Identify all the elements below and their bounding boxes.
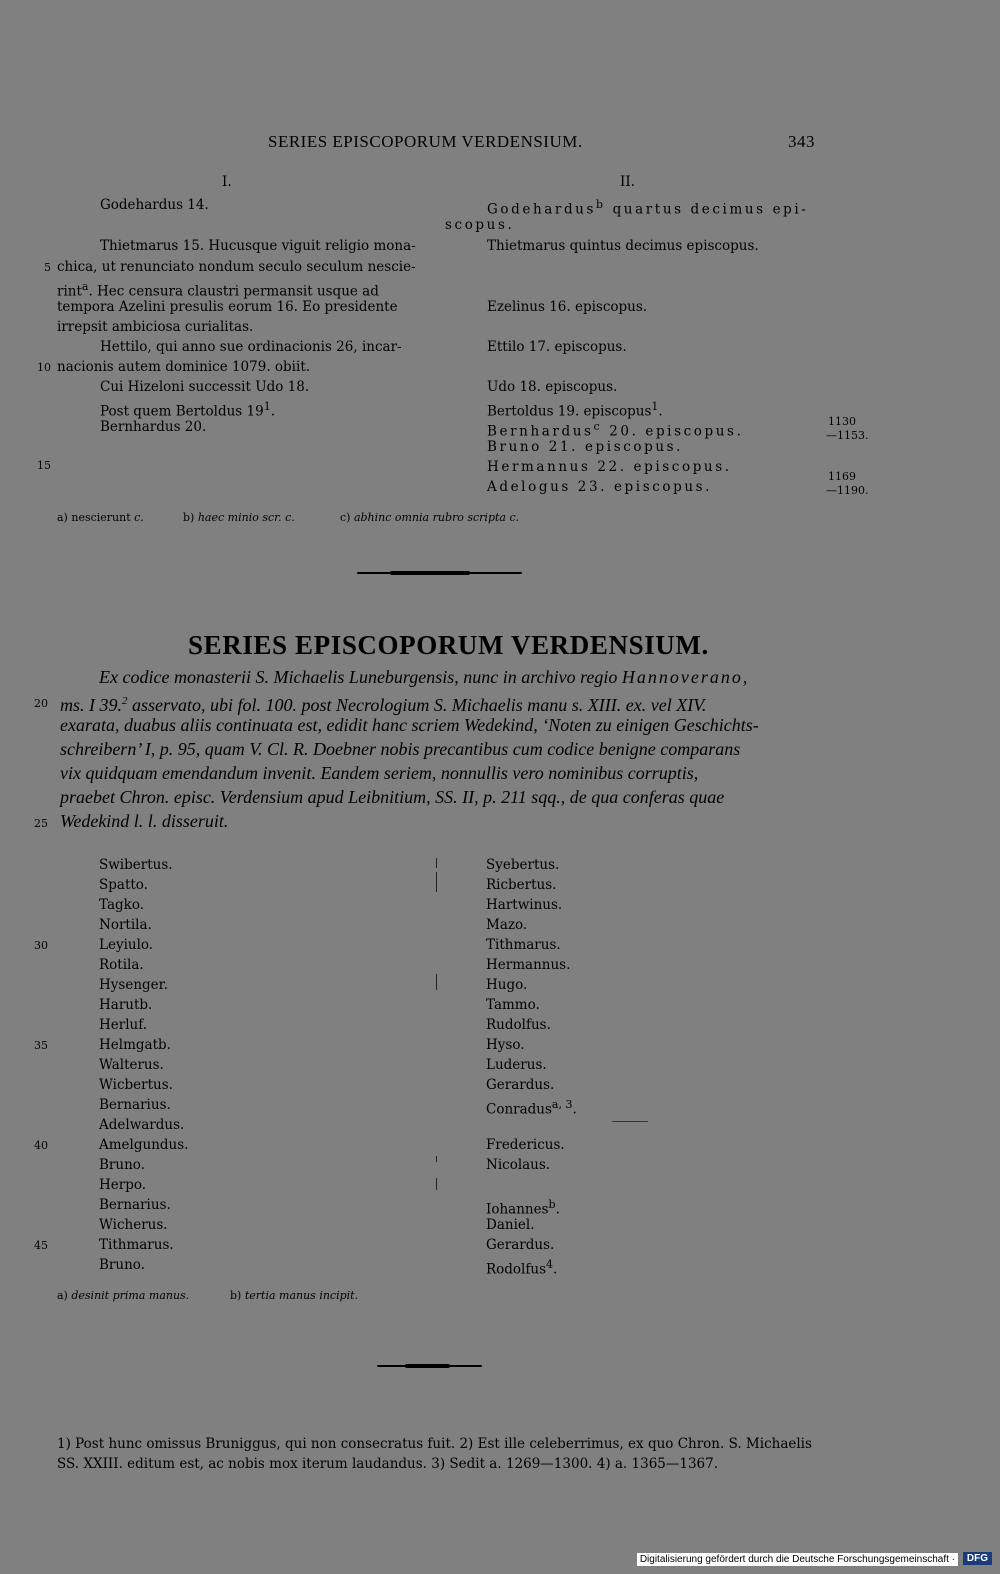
right-line: Thietmarus quintus decimus episcopus. [487, 238, 759, 254]
page-number: 343 [788, 132, 815, 151]
intro-line: ms. I 39.$^2$ asservato, ubi fol. 100. post Necrologium S. Michaelis manu s. XIII. ex. vel XIV. [60, 695, 707, 715]
list-item: Hugo. [486, 977, 528, 993]
list-item: Hermannus. [486, 957, 571, 973]
line-number: 35 [34, 1039, 48, 1052]
left-line: tempora Azelini presulis eorum 16. Eo presidente [57, 299, 398, 315]
left-line: Godehardus 14. [100, 197, 209, 213]
list-item: Herluf. [99, 1017, 148, 1033]
list-item: Tithmarus. [486, 937, 561, 953]
divider-mark [436, 872, 437, 892]
line-number: 25 [34, 817, 48, 830]
right-line: Adelogus 23. episcopus. [487, 479, 713, 495]
right-line: Godehardus$^b$ quartus decimus epi- [487, 198, 809, 218]
list-item: Hysenger. [99, 977, 168, 993]
footnote-a: a) nescierunt c. [57, 511, 144, 524]
intro-line: vix quidquam emendandum invenit. Eandem seriem, nonnullis vero nominibus corruptis, [60, 763, 699, 783]
list-item [486, 1115, 577, 1135]
footer-credit: Digitalisierung gefördert durch die Deutsche Forschungsgemeinschaft · [637, 1553, 958, 1566]
intro-line: Ex codice monasterii S. Michaelis Luneburgensis, nunc in archivo regio Hannoverano, [99, 667, 750, 687]
list-item: Nicolaus. [486, 1157, 551, 1173]
list-item: Bruno. [99, 1157, 145, 1173]
list-item: Amelgundus. [99, 1137, 189, 1153]
footnote-line: SS. XXIII. editum est, ac nobis mox iterum laudandus. 3) Sedit a. 1269—1300. 4) a. 1365—1367. [57, 1456, 719, 1472]
intro-line: exarata, duabus aliis continuata est, edidit hanc scriem Wedekind, ‘Noten zu einigen Geschichts- [60, 715, 759, 735]
left-line: rint$^a$. Hec censura claustri permansit usque ad [57, 280, 379, 300]
line-number: 20 [34, 697, 48, 710]
list-item: Helmgatb. [99, 1037, 171, 1053]
line-number: 10 [37, 361, 51, 374]
separator-rule-thick [405, 1364, 450, 1368]
intro-line: Wedekind l. l. disseruit. [60, 811, 229, 831]
list-item: Gerardus. [486, 1237, 555, 1253]
list-item: Hyso. [486, 1037, 525, 1053]
intro-line: schreibern’ I, p. 95, quam V. Cl. R. Doebner nobis precantibus cum codice benigne comparans [60, 739, 741, 759]
main-title: SERIES EPISCOPORUM VERDENSIUM. [188, 630, 709, 660]
left-line: chica, ut renunciato nondum seculo seculum nescie- [57, 259, 416, 275]
left-line: nacionis autem dominice 1079. obiit. [57, 359, 311, 375]
separator-rule-thick [390, 571, 470, 575]
list-item: Iohannes$^b$. [486, 1198, 560, 1218]
right-line: Ettilo 17. episcopus. [487, 339, 627, 355]
footnote-c: c) abhinc omnia rubro scripta c. [340, 511, 520, 524]
footnote-line: 1) Post hunc omissus Bruniggus, qui non consecratus fuit. 2) Est ille celeberrimus, ex quo Chron. S. Michaelis [57, 1436, 812, 1452]
divider-mark [436, 1178, 437, 1190]
list-item: Gerardus. [486, 1077, 555, 1093]
list-item: Wicbertus. [99, 1077, 173, 1093]
right-line: scopus. [445, 217, 515, 233]
right-line: Bruno 21. episcopus. [487, 439, 684, 455]
list-item [486, 1175, 577, 1195]
column-header-right: II. [620, 174, 635, 190]
list-item: Rodolfus$^4$. [486, 1258, 558, 1278]
line-number: 15 [37, 459, 51, 472]
name-list-left [99, 855, 188, 1275]
line-number: 30 [34, 939, 48, 952]
left-line: irrepsit ambiciosa curialitas. [57, 319, 254, 335]
list-item: Leyiulo. [99, 937, 154, 953]
list-item: Swibertus. [99, 857, 173, 873]
intro-line: praebet Chron. episc. Verdensium apud Leibnitium, SS. II, p. 211 sqq., de qua conferas quae [60, 787, 725, 807]
list-item: Tammo. [486, 997, 540, 1013]
list-item: Nortila. [99, 917, 152, 933]
right-line: Bernhardus$^c$ 20. episcopus. [487, 420, 744, 440]
right-line: Ezelinus 16. episcopus. [487, 299, 648, 315]
list-item: Adelwardus. [99, 1117, 185, 1133]
list-item: Wicherus. [99, 1217, 168, 1233]
footnote-b: b) haec minio scr. c. [183, 511, 295, 524]
left-line: Bernhardus 20. [100, 419, 207, 435]
left-line: Thietmarus 15. Hucusque viguit religio mona- [100, 238, 416, 254]
dfg-logo: DFG [963, 1552, 992, 1565]
margin-date: —1153. [826, 429, 869, 442]
list-item: Syebertus. [486, 857, 560, 873]
list-item: Rudolfus. [486, 1017, 551, 1033]
right-line: Hermannus 22. episcopus. [487, 459, 732, 475]
list-item: Mazo. [486, 917, 528, 933]
list-item: Bruno. [99, 1257, 145, 1273]
list-item: Conradus$^{a, 3}$. [486, 1098, 577, 1118]
list-item: Hartwinus. [486, 897, 563, 913]
divider-mark [436, 974, 437, 990]
list-item: Bernarius. [99, 1097, 171, 1113]
divider-mark [436, 1156, 437, 1162]
line-number: 45 [34, 1239, 48, 1252]
right-line: Bertoldus 19. episcopus$^1$. [487, 400, 663, 420]
list-item: Bernarius. [99, 1197, 171, 1213]
list-item: Tagko. [99, 897, 145, 913]
margin-date: —1190. [826, 484, 869, 497]
list-item: Ricbertus. [486, 877, 557, 893]
list-item: Fredericus. [486, 1137, 565, 1153]
footnote-b: b) tertia manus incipit. [230, 1289, 359, 1302]
list-item: Rotila. [99, 957, 144, 973]
list-item: Luderus. [486, 1057, 547, 1073]
left-line: Cui Hizeloni successit Udo 18. [100, 379, 310, 395]
footnote-a: a) desinit prima manus. [57, 1289, 190, 1302]
margin-date: 1169 [828, 470, 856, 483]
left-line: Post quem Bertoldus $19^1$. [100, 400, 275, 420]
list-item: Herpo. [99, 1177, 147, 1193]
list-item: Tithmarus. [99, 1237, 174, 1253]
running-head-title: SERIES EPISCOPORUM VERDENSIUM. [268, 132, 583, 151]
line-number: 5 [44, 261, 51, 274]
line-number: 40 [34, 1139, 48, 1152]
divider-mark [436, 858, 437, 868]
short-rule [612, 1121, 648, 1122]
left-line: Hettilo, qui anno sue ordinacionis 26, incar- [100, 339, 402, 355]
name-list-right [486, 855, 577, 1278]
list-item: Walterus. [99, 1057, 164, 1073]
list-item: Harutb. [99, 997, 153, 1013]
right-line: Udo 18. episcopus. [487, 379, 618, 395]
list-item: Spatto. [99, 877, 148, 893]
margin-date: 1130 [828, 415, 856, 428]
column-header-left: I. [222, 174, 232, 190]
list-item: Daniel. [486, 1217, 535, 1233]
